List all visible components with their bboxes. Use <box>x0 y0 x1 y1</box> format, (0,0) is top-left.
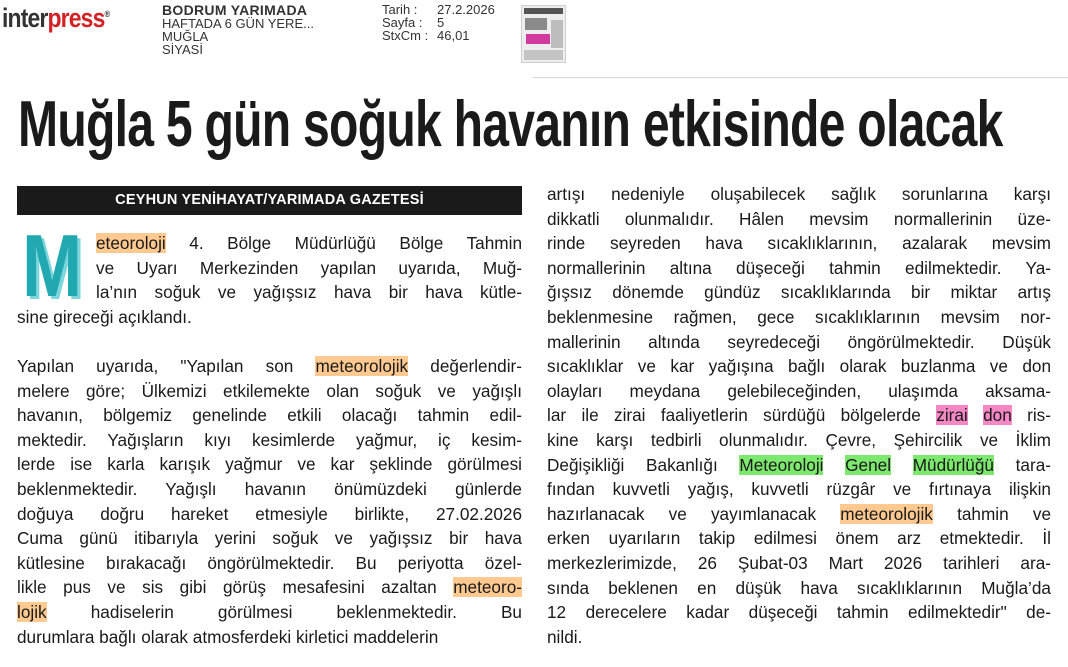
article-line <box>17 428 522 453</box>
article-line <box>17 379 522 404</box>
article-line <box>547 280 1051 305</box>
article-line <box>17 575 522 600</box>
article-line <box>17 403 522 428</box>
text-run <box>891 455 913 475</box>
text-run: mallerinin altında seyredeceği öngörülmektedir. Düşük <box>547 331 1051 352</box>
article-line <box>17 551 522 576</box>
meta-key: Tarih : <box>382 2 418 17</box>
text-run: beklenmesine rağmen, gece sıcaklıklarının mevsim nor- <box>547 306 1051 327</box>
article-line <box>547 305 1051 330</box>
clipping-info <box>162 4 314 56</box>
article-line <box>17 329 522 354</box>
text-run: hazırlanacak ve yayımlanacak <box>547 503 841 524</box>
highlighted-keyword: meteorolojik <box>315 355 409 376</box>
article-left-column <box>17 216 522 649</box>
text-run: kine karşı tedbirli olunmalıdır. Çevre, Şehircilik ve İklim <box>547 429 1051 450</box>
article-line <box>17 305 522 330</box>
article-line <box>547 477 1051 502</box>
clipping-meta <box>382 3 495 42</box>
article-line <box>17 477 522 502</box>
text-run: normallerinin altına düşeceği tahmin edilmektedir. Ya- <box>547 257 1051 278</box>
text-run: ğışsız dönemde gündüz sıcaklıklarında bir miktar artış <box>547 282 1051 303</box>
publication-name: BODRUM YARIMADA <box>162 2 308 18</box>
article-line <box>547 625 1051 650</box>
article-line <box>547 182 1051 207</box>
text-run: hadiselerin görülmesi beklenmektedir. Bu <box>46 601 522 622</box>
article-line <box>547 231 1051 256</box>
text-run: sıcaklıklar ve kar yağışına bağlı olarak buzlanma ve don <box>547 356 1051 377</box>
article-line <box>17 354 522 379</box>
highlighted-keyword: don <box>983 405 1012 426</box>
text-run: rinde seyreden hava sıcaklıklarının, azalarak mevsim <box>547 233 1051 254</box>
article-right-column <box>547 182 1051 649</box>
text-run: dikkatli olunmalıdır. Hâlen mevsim normallerinin üze- <box>547 208 1051 229</box>
text-run: sında beklenen en düşük hava sıcaklıklarının Muğla’da <box>547 577 1051 598</box>
article-line <box>547 403 1051 428</box>
highlighted-keyword: lojik <box>17 601 47 622</box>
text-run: beklenmektedir. Yağışlı havanın önümüzdeki günlerde <box>17 478 522 499</box>
page-thumbnail[interactable] <box>521 5 566 63</box>
text-run: doğuya doğru hareket etmesiyle birlikte, 27.02.2026 <box>17 503 522 524</box>
text-run <box>968 405 983 425</box>
highlighted-keyword: meteoro- <box>453 577 522 598</box>
article-line <box>17 625 522 650</box>
meta-key: StxCm : <box>382 28 429 43</box>
text-run: la’nın soğuk ve yağışsız hava bir hava kütle- <box>96 282 522 303</box>
article-line <box>96 256 522 281</box>
logo-accent: press <box>47 3 105 33</box>
article-line <box>547 576 1051 601</box>
highlighted-keyword: Meteoroloji <box>739 454 824 475</box>
meta-value: 27.2.2026 <box>437 2 495 17</box>
article-line <box>547 256 1051 281</box>
highlighted-keyword: meteorolojik <box>840 503 933 524</box>
interpress-logo <box>2 3 109 34</box>
text-run: sine gireceği açıklandı. <box>17 306 192 327</box>
text-run: lar ile zirai faaliyetlerin sürdüğü bölgelerde <box>547 405 937 426</box>
article-line <box>547 526 1051 551</box>
header-divider <box>533 77 1068 78</box>
text-run: likle pus ve sis gibi görüş mesafesini azaltan <box>17 577 454 598</box>
article-summary: HAFTADA 6 GÜN YERE... <box>162 16 314 31</box>
article-line <box>17 526 522 551</box>
article-line <box>17 600 522 625</box>
text-run: lerde ise karla karışık yağmur ve kar şeklinde görülmesi <box>17 454 522 475</box>
article-line <box>547 502 1051 527</box>
text-run: artışı nedeniyle oluşabilecek sağlık sorunlarına karşı <box>547 184 1051 204</box>
meta-row-size <box>382 29 495 42</box>
city-label: MUĞLA <box>162 29 209 44</box>
text-run: olayları meydana gelebileceğinden, ulaşımda aksama- <box>547 380 1051 401</box>
article-headline: Muğla 5 gün soğuk havanın etkisinde olacak <box>18 87 1003 160</box>
text-run: Değişikliği Bakanlığı <box>547 454 740 475</box>
text-run: 4. Bölge Müdürlüğü Bölge Tahmin <box>165 233 522 253</box>
text-run: erken uyarıların takip edilmesi önem arz etmektedir. İl <box>547 528 1051 549</box>
byline-bar: CEYHUN YENİHAYAT/YARIMADA GAZETESİ <box>17 186 522 215</box>
article-line <box>96 231 522 256</box>
text-run: ris- <box>1011 405 1051 426</box>
highlighted-keyword: Genel <box>845 454 892 475</box>
article-line <box>547 379 1051 404</box>
text-run: ve Uyarı Merkezinden yapılan uyarıda, Muğ- <box>96 257 522 278</box>
article-line <box>547 207 1051 232</box>
text-run: havanın, bölgemiz genelinde etkili olacağı tahmin edil- <box>17 405 522 426</box>
highlighted-keyword: zirai <box>936 405 968 426</box>
article-line <box>17 502 522 527</box>
text-run: Cuma günü itibarıyla yerini soğuk ve yağışsız bir hava <box>17 528 522 549</box>
article-line <box>17 452 522 477</box>
highlighted-keyword: eteoroloji <box>96 233 166 253</box>
text-run: tara- <box>993 454 1051 475</box>
text-run: Yapılan uyarıda, "Yapılan son <box>17 355 316 376</box>
text-run: tahmin ve <box>932 503 1051 524</box>
article-line <box>547 453 1051 478</box>
article-line <box>547 551 1051 576</box>
logo-text: inter <box>2 3 48 33</box>
highlighted-keyword: Müdürlüğü <box>912 454 994 475</box>
article-line <box>96 280 522 305</box>
text-run: merkezlerimizde, 26 Şubat-03 Mart 2026 tarihleri ara- <box>547 552 1051 573</box>
drop-cap: M <box>22 216 83 315</box>
meta-value: 5 <box>437 15 445 30</box>
text-run: mektedir. Yağışların kıyı kesimlerde yağmur, iç kesim- <box>17 429 522 450</box>
text-run: 12 derecelere kadar düşeceği tahmin edilmektedir" de- <box>547 602 1051 623</box>
meta-value: 46,01 <box>437 28 470 43</box>
registered-mark: ® <box>104 9 110 19</box>
text-run: melere göre; Ülkemizi etkilemekte olan soğuk ve yağışlı <box>17 380 522 401</box>
article-line <box>547 600 1051 625</box>
text-run: kütlesine bırakacağı öngörülmektedir. Bu periyotta özel- <box>17 552 522 573</box>
text-run: değerlendir- <box>408 355 522 376</box>
category-label: SİYASİ <box>162 42 203 57</box>
text-run <box>823 455 845 475</box>
meta-key: Sayfa : <box>382 15 423 30</box>
article-line <box>547 428 1051 453</box>
text-run: durumlara bağlı olarak atmosferdeki kirletici maddelerin <box>17 626 439 647</box>
article-line <box>547 330 1051 355</box>
text-run: nildi. <box>547 626 583 647</box>
article-line <box>547 354 1051 379</box>
text-run: fından kuvvetli yağış, kuvvetli rüzgâr ve fırtınaya ilişkin <box>547 479 1051 500</box>
